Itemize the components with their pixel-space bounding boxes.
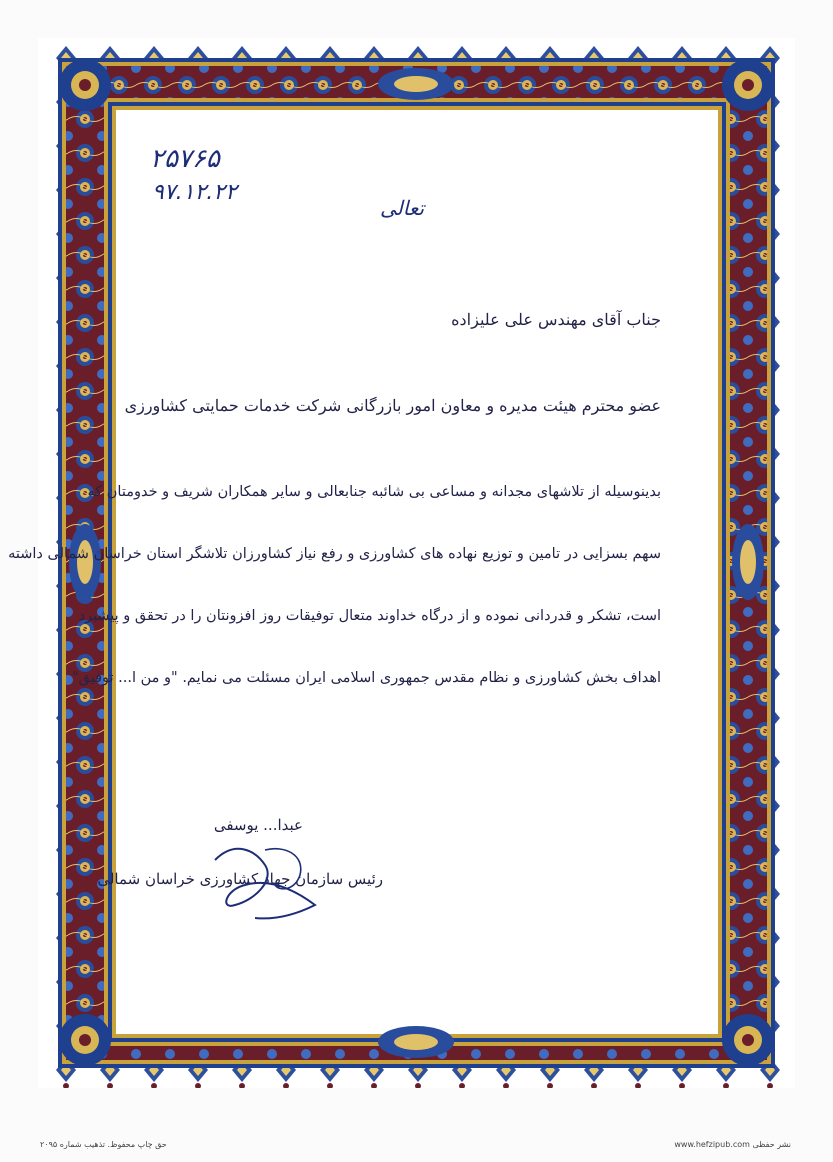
footer-copyright: حق چاپ محفوظ. تذهیب شماره ۲۰۹۵ (40, 1140, 167, 1149)
footer-publisher: www.hefzipub.com نشر حفظی (674, 1140, 791, 1149)
invocation-text: تعالی (380, 196, 425, 220)
handwritten-signature (195, 830, 335, 930)
recipient-title: عضو محترم هیئت مدیره و معاون امور بازرگانی شرکت خدمات حمایتی کشاورزی (124, 396, 661, 415)
body-line-3: است، تشکر و قدردانی نموده و از درگاه خداوند متعال توفیقات روز افزونتان را در تحقق و پیشبرد (78, 608, 661, 624)
signer-title: رئیس سازمان جهاد کشاورزی خراسان شمالی (97, 870, 383, 888)
signer-name: عبدا... یوسفی (213, 816, 303, 834)
body-line-4: اهداف بخش کشاورزی و نظام مقدس جمهوری اسلامی ایران مسئلت می نمایم. "و من ا... توفیق" (71, 670, 661, 686)
body-line-2: سهم بسزایی در تامین و توزیع نهاده های کشاورزی و رفع نیاز کشاورزان تلاشگر استان خراسان شمالی داشته (8, 546, 661, 562)
body-line-1: بدینوسیله از تلاشهای مجدانه و مساعی بی شائبه جنابعالی و سایر همکاران شریف و خدومتان که (87, 484, 661, 500)
handwritten-letter-number: ۲۵۷۶۵ (150, 144, 220, 174)
recipient-name: جناب آقای مهندس علی علیزاده (451, 310, 661, 329)
handwritten-date: ۹۷.۱۲.۲۲ (152, 180, 237, 205)
